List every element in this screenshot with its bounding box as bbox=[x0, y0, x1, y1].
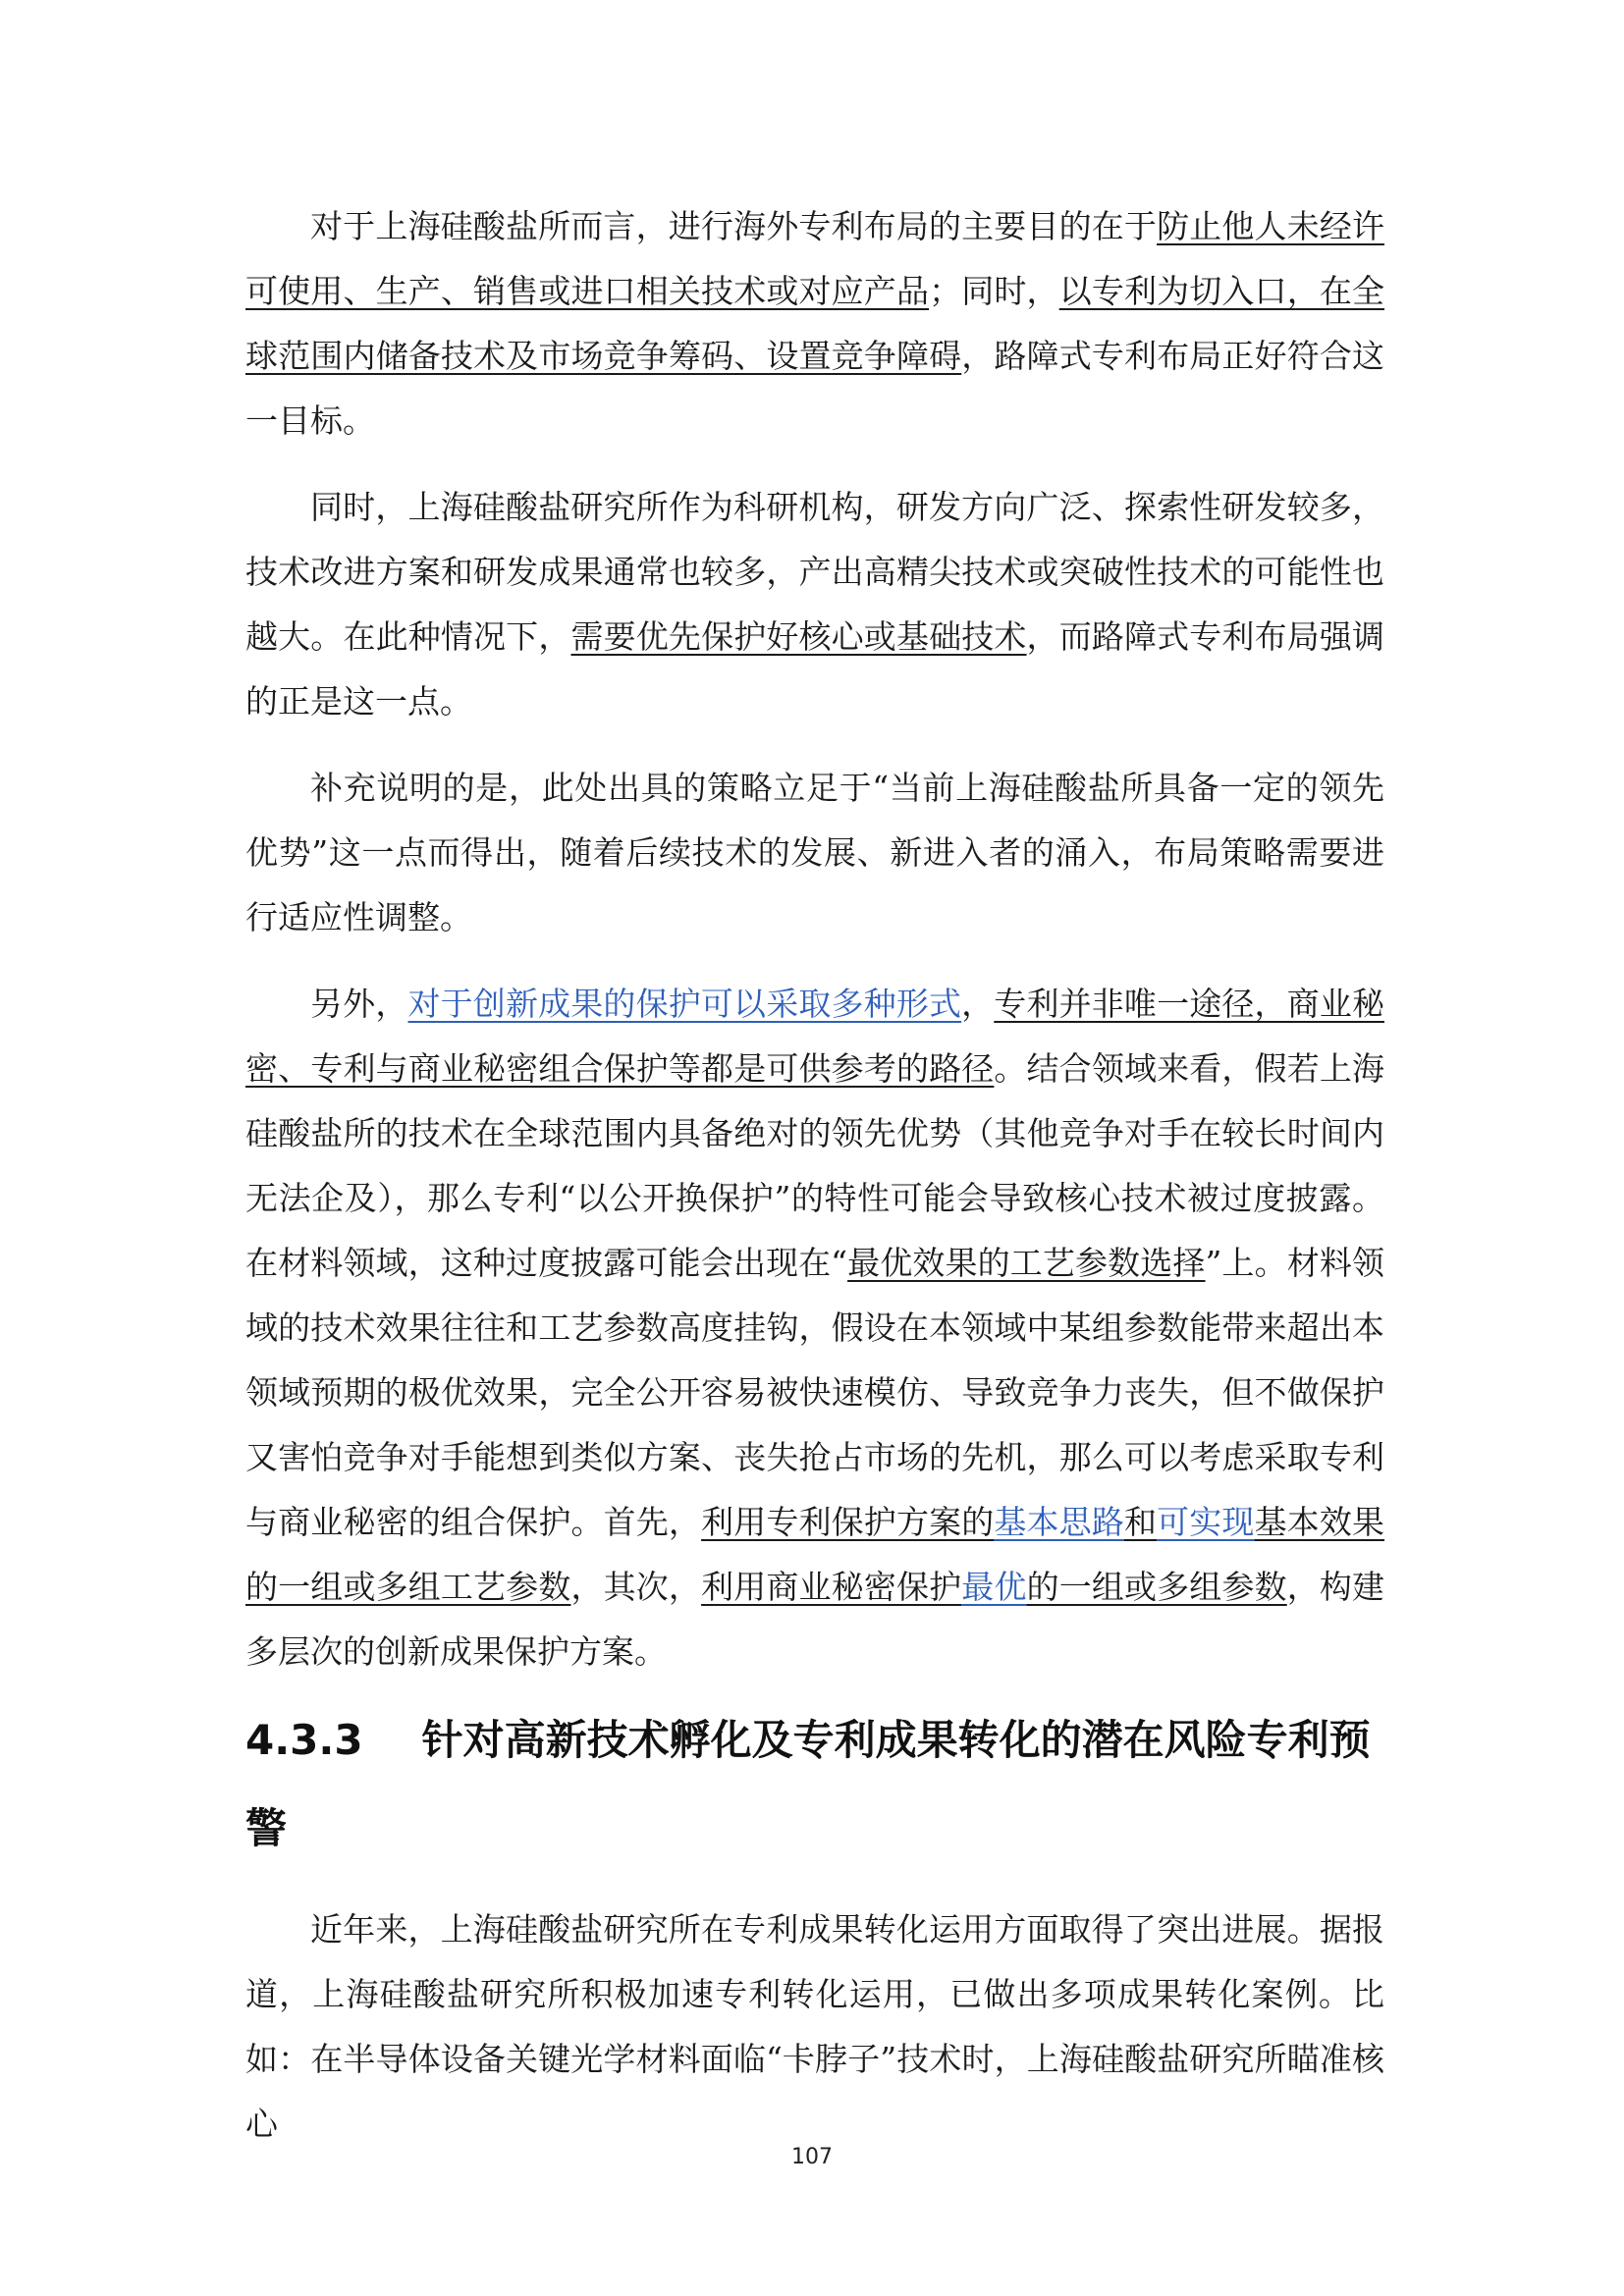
p4-text-6: ，构建多层次的创新成果保护方案。 bbox=[245, 1568, 1385, 1671]
p4-text-5: ，其次， bbox=[570, 1568, 702, 1606]
section-title: 针对高新技术孵化及专利成果转化的潜在风险专利预警 bbox=[245, 1716, 1371, 1852]
p2-underline-1: 需要优先保护好核心或基础技术 bbox=[570, 617, 1027, 656]
p2-text-1: 同时，上海硅酸盐研究所作为科研机构，研发方向广泛、探索性研发较多，技术改进方案和研发成果通常也较多，产出高精尖技术或突破性技术的可能性也越大。在此种情况下， bbox=[245, 488, 1384, 656]
p4-underline-5: 基本效果的一组或多组工艺参数 bbox=[245, 1503, 1385, 1606]
p1-underline-1: 防止他人未经许可使用、生产、销售或进口相关技术或对应产品 bbox=[245, 207, 1384, 310]
body-text-section bbox=[245, 1897, 1384, 2178]
p5-text: 近年来，上海硅酸盐研究所在专利成果转化运用方面取得了突出进展。据报道，上海硅酸盐研究所积极加速专利转化运用，已做出多项成果转化案例。比如：在半导体设备关键光学材料面临“卡脖子”技术时，上海硅酸盐研究所瞄准核心 bbox=[245, 1910, 1384, 2143]
section-number: 4.3.3 bbox=[245, 1716, 363, 1764]
p4-text-3: 。结合领域来看，假若上海硅酸盐所的技术在全球范围内具备绝对的领先优势（其他竞争对手在较长时间内无法企及），那么专利“以公开换保护”的特性可能会导致核心技术被过度披露。在材料领域，这种过度披露可能会出现在“ bbox=[245, 1049, 1385, 1282]
section-heading bbox=[245, 1696, 1384, 1873]
p4-link-creative-protection[interactable]: 对于创新成果的保护可以采取多种形式 bbox=[407, 985, 962, 1023]
p1-text-1: 对于上海硅酸盐所而言，进行海外专利布局的主要目的在于 bbox=[310, 207, 1158, 245]
p4-underline-4: 和 bbox=[1123, 1503, 1158, 1541]
p4-text-4: ”上。材料领域的技术效果往往和工艺参数高度挂钩，假设在本领域中某组参数能带来超出本领域预期的极优效果，完全公开容易被快速模仿、导致竞争力丧失，但不做保护又害怕竞争对手能想到类似方案、丧失抢占市场的先机，那么可以考虑采取专利与商业秘密的组合保护。首先， bbox=[245, 1244, 1385, 1541]
p4-underline-1: 专利并非唯一途径，商业秘密、专利与商业秘密组合保护等都是可供参考的路径 bbox=[245, 985, 1384, 1088]
body-text bbox=[245, 194, 1384, 1706]
p2-text-2: ，而路障式专利布局强调的正是这一点。 bbox=[245, 617, 1385, 721]
paragraph-1 bbox=[245, 194, 1384, 454]
p4-link-basic-idea[interactable]: 基本思路 bbox=[994, 1503, 1124, 1541]
p4-text-1: 另外， bbox=[310, 985, 408, 1023]
p4-link-achievable[interactable]: 可实现 bbox=[1157, 1503, 1255, 1541]
p4-link-optimal[interactable]: 最优 bbox=[961, 1568, 1027, 1606]
p4-underline-6: 利用商业秘密保护 bbox=[701, 1568, 962, 1606]
p1-text-2: ；同时， bbox=[929, 272, 1059, 310]
p4-underline-7: 的一组或多组参数 bbox=[1026, 1568, 1287, 1606]
p4-underline-3: 利用专利保护方案的 bbox=[701, 1503, 995, 1541]
p4-text-2: ， bbox=[961, 985, 995, 1023]
paragraph-5 bbox=[245, 1897, 1384, 2157]
p4-underline-2: 最优效果的工艺参数选择 bbox=[847, 1244, 1206, 1282]
page-number: 107 bbox=[791, 2145, 833, 2169]
paragraph-4 bbox=[245, 972, 1384, 1684]
p1-underline-2: 以专利为切入口，在全球范围内储备技术及市场竞争筹码、设置竞争障碍 bbox=[245, 272, 1385, 375]
paragraph-3 bbox=[245, 756, 1384, 950]
paragraph-2 bbox=[245, 475, 1384, 734]
p1-text-3: ，路障式专利布局正好符合这一目标。 bbox=[245, 337, 1385, 440]
p3-text: 补充说明的是，此处出具的策略立足于“当前上海硅酸盐所具备一定的领先优势”这一点而得出，随着后续技术的发展、新进入者的涌入，布局策略需要进行适应性调整。 bbox=[245, 769, 1384, 936]
